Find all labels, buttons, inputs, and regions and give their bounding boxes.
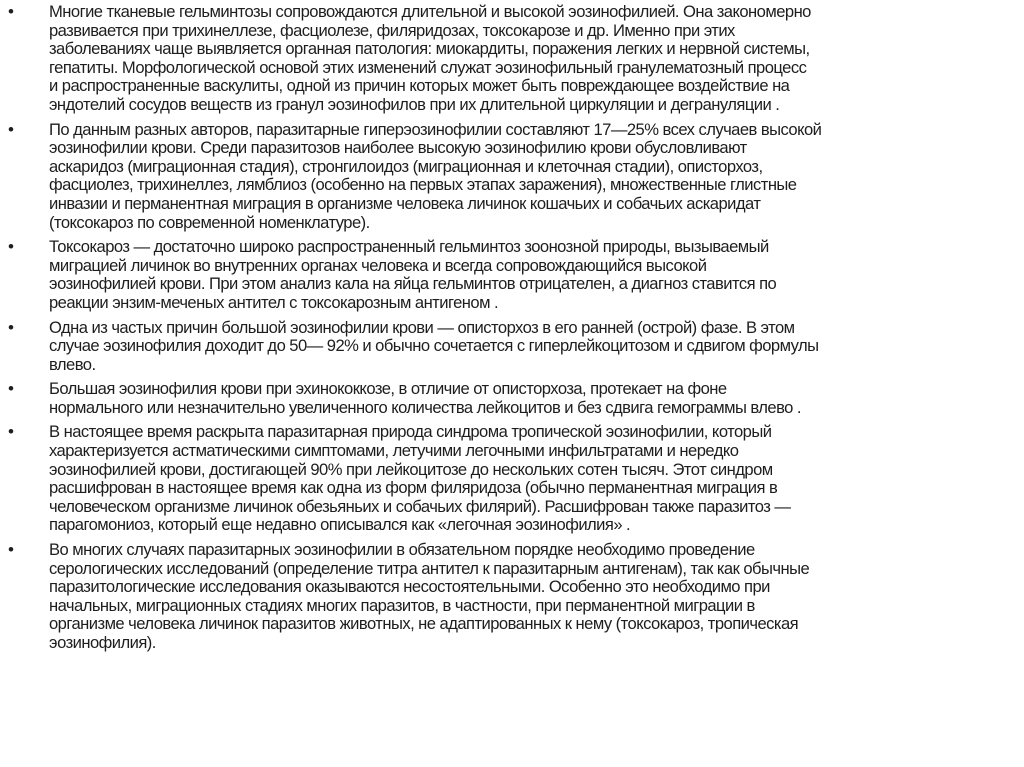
text-line: Многие тканевые гельминтозы сопровождаются длительной и высокой эозинофилией. Она закономерно xyxy=(49,2,811,21)
text-line: человеческом организме личинок обезьяньих и собачьих филярий). Расшифрован также паразитоз — xyxy=(49,496,791,516)
text-line: В настоящее время раскрыта паразитарная природа синдрома тропической эозинофилии, который xyxy=(49,422,772,442)
bullet-item xyxy=(0,541,1024,653)
bullet-list xyxy=(0,3,1024,659)
bullet-item xyxy=(0,319,1024,375)
text-line: серологических исследований (определение титра антител к паразитарным антигенам), так как обычные xyxy=(49,558,810,578)
text-line: начальных, миграционных стадиях многих паразитов, в частности, при перманентной миграции в xyxy=(49,595,755,615)
bullet-icon: • xyxy=(8,540,14,560)
bullet-icon: • xyxy=(8,119,14,139)
text-line: влево. xyxy=(49,354,96,374)
text-line: заболеваниях чаще выявляется органная патология: миокардиты, поражения легких и нервной системы, xyxy=(49,39,810,59)
text-line: случае эозинофилия доходит до 50— 92% и обычно сочетается с гиперлейкоцитозом и сдвигом формулы xyxy=(49,336,819,356)
text-line: эозинофилией крови, достигающей 90% при лейкоцитозе до нескольких сотен тысяч. Этот синдром xyxy=(49,459,773,479)
paragraph-text xyxy=(49,319,1024,375)
text-line: Токсокароз — достаточно широко распространенный гельминтоз зоонозной природы, вызываемый xyxy=(49,237,769,257)
text-line: характеризуется астматическими симптомами, летучими легочными инфильтратами и нередко xyxy=(49,441,739,461)
text-line: (токсокароз по современной номенклатуре). xyxy=(49,212,370,232)
text-line: аскаридоз (миграционная стадия), стронгилоидоз (миграционная и клеточная стадии), описторхоз, xyxy=(49,156,763,176)
bullet-item xyxy=(0,3,1024,115)
text-line: гепатиты. Морфологической основой этих изменений служат эозинофильный гранулематозный процесс xyxy=(49,57,807,77)
paragraph-text xyxy=(49,380,1024,417)
text-line: развивается при трихинеллезе, фасциолезе, филяридозах, токсокарозе и др. Именно при этих xyxy=(49,20,735,40)
bullet-icon: • xyxy=(8,379,14,399)
text-line: эндотелий сосудов веществ из гранул эозинофилов при их длительной циркуляции и дегрануляции . xyxy=(49,94,780,114)
bullet-icon: • xyxy=(8,317,14,337)
text-line: и распространенные васкулиты, одной из причин которых может быть повреждающее воздействие на xyxy=(49,76,790,96)
text-line: парагомониоз, который еще недавно описывался как «легочная эозинофилия» . xyxy=(49,515,631,535)
text-line: нормального или незначительно увеличенного количества лейкоцитов и без сдвига гемограммы влево . xyxy=(49,397,801,417)
paragraph-text xyxy=(49,238,1024,312)
paragraph-text xyxy=(49,423,1024,535)
bullet-item xyxy=(0,121,1024,233)
bullet-icon: • xyxy=(8,422,14,442)
paragraph-text xyxy=(49,3,1024,115)
text-line: Одна из частых причин большой эозинофилии крови — описторхоз в его ранней (острой) фазе. В этом xyxy=(49,317,795,337)
text-line: Большая эозинофилия крови при эхинококкозе, в отличие от описторхоза, протекает на фоне xyxy=(49,379,727,399)
text-line: эозинофилией крови. При этом анализ кала на яйца гельминтов отрицателен, а диагноз ставится по xyxy=(49,274,777,294)
text-line: реакции энзим-меченых антител с токсокарозным антигеном . xyxy=(49,292,499,312)
text-line: инвазии и перманентная миграция в организме человека личинок кошачьих и собачьих аскаридат xyxy=(49,193,761,213)
text-line: паразитологические исследования оказываются несостоятельными. Особенно это необходимо при xyxy=(49,577,770,597)
paragraph-text xyxy=(49,541,1024,653)
text-line: миграцией личинок во внутренних органах человека и всегда сопровождающийся высокой xyxy=(49,255,707,275)
text-line: фасциолез, трихинеллез, лямблиоз (особенно на первых этапах заражения), множественные глистные xyxy=(49,175,797,195)
text-line: Во многих случаях паразитарных эозинофилии в обязательном порядке необходимо проведение xyxy=(49,540,755,560)
bullet-item xyxy=(0,380,1024,417)
paragraph-text xyxy=(49,121,1024,233)
bullet-icon: • xyxy=(8,237,14,257)
text-line: По данным разных авторов, паразитарные гиперэозинофилии составляют 17—25% всех случаев высокой xyxy=(49,119,822,139)
text-line: эозинофилия). xyxy=(49,633,156,652)
bullet-item xyxy=(0,423,1024,535)
bullet-item xyxy=(0,238,1024,312)
text-line: эозинофилии крови. Среди паразитозов наиболее высокую эозинофилию крови обусловливают xyxy=(49,138,747,158)
text-line: организме человека личинок паразитов животных, не адаптированных к нему (токсокароз, тропическая xyxy=(49,614,799,634)
bullet-icon: • xyxy=(8,2,14,21)
text-line: расшифрован в настоящее время как одна из форм филяридоза (обычно перманентная миграция в xyxy=(49,478,778,498)
